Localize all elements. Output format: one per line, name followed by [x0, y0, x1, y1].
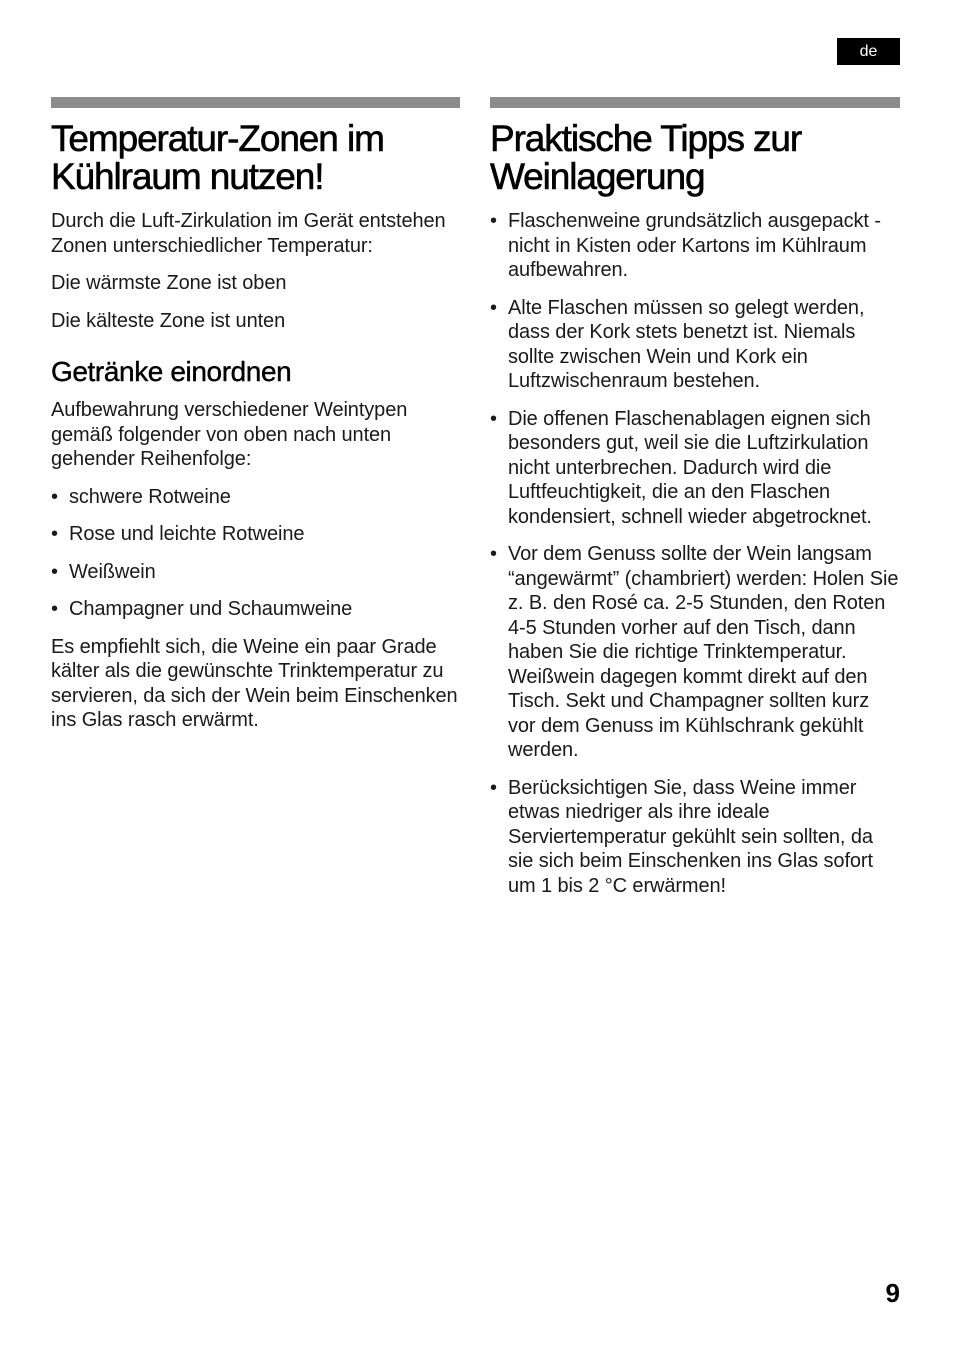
- right-column: [490, 97, 900, 911]
- intro-paragraph: Durch die Luft-Zirkulation im Gerät entstehen Zonen unterschiedlicher Temperatur:: [51, 210, 446, 257]
- section-rule: [490, 97, 900, 108]
- title-line-2: Kühlraum nutzen!: [51, 156, 324, 197]
- list-item: • Die offenen Flaschenablagen eignen sich besonders gut, weil sie die Luftzirkulation nicht unterbrechen. Dadurch wird die Luftfeuchtigkeit, die an den Flaschen kondensiert, schnell wieder abgetrocknet.: [490, 407, 900, 530]
- section-title-temperature-zones: [51, 120, 460, 196]
- list-item: • Rose und leichte Rotweine: [51, 522, 460, 547]
- wine-order-list: [51, 485, 460, 622]
- list-item: • Berücksichtigen Sie, dass Weine immer etwas niedriger als ihre ideale Serviertemperatur gekühlt sein sollten, da sie sich beim Einschenken ins Glas sofort um 1 bis 2 °C erwärmen!: [490, 776, 900, 899]
- list-item: • Champagner und Schaumweine: [51, 597, 460, 622]
- section-rule: [51, 97, 460, 108]
- closing-paragraph: Es empfiehlt sich, die Weine ein paar Grade kälter als die gewünschte Trinktemperatur zu servieren, da sich der Wein beim Einschenken ins Glas rasch erwärmt.: [51, 635, 458, 731]
- language-badge: de: [837, 38, 900, 65]
- section-title-wine-tips: [490, 120, 900, 196]
- list-item: • Flaschenweine grundsätzlich ausgepackt - nicht in Kisten oder Kartons im Kühlraum aufbewahren.: [490, 209, 900, 283]
- list-item: • Weißwein: [51, 560, 460, 585]
- subtitle-sort-drinks: Getränke einordnen: [51, 356, 292, 387]
- warm-zone-text: Die wärmste Zone ist oben: [51, 272, 287, 294]
- list-item: • Alte Flaschen müssen so gelegt werden, dass der Kork stets benetzt ist. Niemals sollte zwischen Wein und Kork ein Luftzwischenraum bestehen.: [490, 296, 900, 394]
- cold-zone-text: Die kälteste Zone ist unten: [51, 309, 286, 332]
- left-column: [51, 97, 460, 746]
- title-line-2: Weinlagerung: [490, 156, 705, 197]
- storage-order-text: Aufbewahrung verschiedener Weintypen gemäß folgender von oben nach unten gehender Reihenfolge:: [51, 399, 408, 470]
- list-item: • Vor dem Genuss sollte der Wein langsam “angewärmt” (chambriert) werden: Holen Sie z. B. den Rosé ca. 2-5 Stunden, den Roten 4-5 Stunden vorher auf den Tisch, dann haben Sie die richtige Trinktemperatur. Weißwein dagegen kommt direkt auf den Tisch. Sekt und Champagner sollten kurz vor dem Genuss im Kühlschrank gekühlt werden.: [490, 542, 900, 763]
- wine-tips-list: [490, 209, 900, 898]
- page-number: 9: [885, 1278, 900, 1308]
- title-line-1: Praktische Tipps zur: [490, 118, 802, 159]
- list-item: • schwere Rotweine: [51, 485, 460, 510]
- title-line-1: Temperatur-Zonen im: [51, 118, 384, 159]
